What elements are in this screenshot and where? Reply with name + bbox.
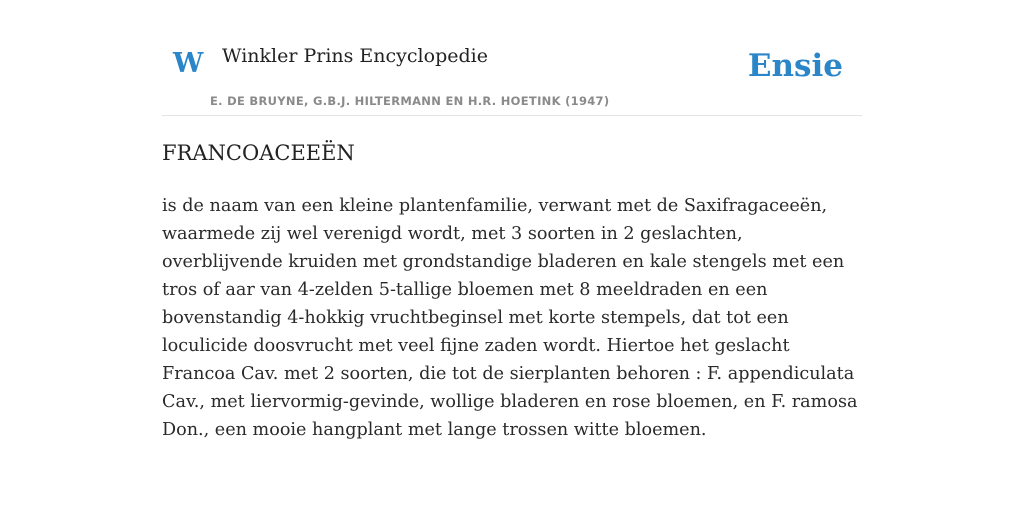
entry-title: FRANCOACEEËN (162, 141, 355, 165)
source-header (162, 0, 862, 116)
entry-body: is de naam van een kleine plantenfamilie, verwant met de Saxifragaceeën, waarmede zij wel verenigd wordt, met 3 soorten in 2 geslachten, overblijvende kruiden met grondstandige bladeren en kale stengels met een tros of aar van 4-zelden 5-tallige bloemen met 8 meeldraden en een bovenstandig 4-hokkig vruchtbeginsel met korte stempels, dat tot een loculicide doosvrucht met veel fijne zaden wordt. Hiertoe het geslacht Francoa Cav. met 2 soorten, die tot de sierplanten behoren : F. appendiculata Cav., met liervormig-gevinde, wollige bladeren en rose bloemen, en F. ramosa Don., een mooie hangplant met lange trossen witte bloemen. (162, 196, 858, 440)
brand-logo[interactable]: Ensie (747, 48, 843, 84)
source-logo-icon[interactable]: W (173, 48, 204, 79)
source-authors: E. DE BRUYNE, G.B.J. HILTERMANN EN H.R. HOETINK (1947) (210, 94, 610, 108)
source-title[interactable]: Winkler Prins Encyclopedie (222, 45, 488, 67)
